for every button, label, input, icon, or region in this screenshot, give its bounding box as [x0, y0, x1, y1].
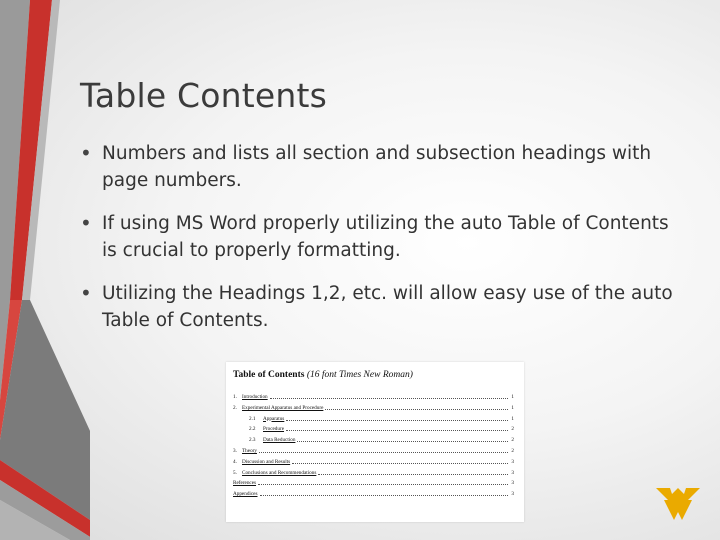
left-stripe-decoration — [0, 0, 90, 540]
toc-entry — [233, 403, 514, 413]
toc-entry-page: 2 — [511, 448, 514, 454]
toc-entry-number: 2.1 — [249, 415, 256, 422]
bullet-dot-icon: • — [80, 141, 92, 165]
toc-entry-page: 1 — [511, 394, 514, 400]
toc-entry — [233, 478, 514, 488]
flying-wv-logo-icon — [656, 484, 700, 524]
toc-entry-number: 5. — [233, 469, 237, 476]
bullet-text: Numbers and lists all section and subsection headings with page numbers. — [102, 143, 652, 191]
toc-entry-label: Conclusions and Recommendations — [242, 469, 317, 476]
toc-entry-number: 2. — [233, 404, 237, 411]
toc-title-text: Table of Contents — [233, 370, 305, 380]
toc-entry — [233, 392, 514, 402]
toc-leader-dots — [270, 398, 508, 399]
toc-entry — [233, 468, 514, 478]
toc-entry-label: Introduction — [242, 394, 268, 400]
bullet-dot-icon: • — [80, 281, 92, 305]
toc-entry-page: 3 — [511, 458, 514, 465]
toc-entry-number: 3. — [233, 448, 237, 454]
bullet-text: If using MS Word properly utilizing the auto Table of Contents is crucial to properly formatting. — [102, 213, 669, 261]
toc-leader-dots — [260, 495, 508, 496]
bullet-dot-icon: • — [80, 211, 92, 235]
toc-leader-dots — [325, 409, 508, 410]
toc-entry-number: 2.2 — [249, 426, 256, 433]
toc-entry-label: Data Reduction — [263, 437, 296, 444]
toc-entry — [249, 435, 514, 445]
toc-entry-number: 4. — [233, 458, 237, 465]
toc-leader-dots — [318, 474, 508, 475]
toc-entry-label: Theory — [242, 448, 257, 454]
toc-entry-label: Appendices — [233, 491, 258, 498]
toc-example-image — [226, 362, 524, 522]
toc-leader-dots — [259, 452, 508, 453]
toc-leader-dots — [297, 441, 508, 442]
toc-entry-page: 1 — [511, 415, 514, 422]
bullet-item — [80, 210, 680, 264]
toc-leader-dots — [292, 463, 508, 464]
slide-title: Table Contents — [80, 76, 328, 115]
toc-title-note: (16 font Times New Roman) — [306, 370, 413, 380]
toc-entry-page: 3 — [511, 491, 514, 498]
toc-entry — [249, 424, 514, 434]
toc-entry-number: 1. — [233, 394, 237, 400]
bullet-item — [80, 140, 680, 194]
toc-entry-label: Discussion and Results — [242, 458, 291, 465]
toc-entry-page: 1 — [511, 404, 514, 411]
toc-entry-label: References — [233, 480, 257, 487]
toc-entry — [249, 414, 514, 424]
toc-leader-dots — [286, 420, 508, 421]
toc-entry-label: Apparatus — [263, 415, 285, 422]
toc-entry-page: 2 — [511, 426, 514, 433]
toc-entry — [233, 457, 514, 467]
toc-entry — [233, 489, 514, 499]
toc-entry-label: Procedure — [263, 426, 285, 433]
toc-entry-page: 3 — [511, 469, 514, 476]
bullet-list — [80, 140, 680, 350]
toc-image-title — [233, 370, 413, 380]
bullet-text: Utilizing the Headings 1,2, etc. will allow easy use of the auto Table of Contents. — [102, 283, 673, 331]
toc-entry-label: Experimental Apparatus and Procedure — [242, 404, 324, 411]
toc-entry-page: 3 — [511, 480, 514, 487]
toc-entry-page: 2 — [511, 437, 514, 444]
toc-entry-number: 2.3 — [249, 437, 256, 444]
toc-entry — [233, 446, 514, 456]
toc-leader-dots — [258, 484, 508, 485]
bullet-item — [80, 280, 680, 334]
toc-leader-dots — [286, 430, 508, 431]
